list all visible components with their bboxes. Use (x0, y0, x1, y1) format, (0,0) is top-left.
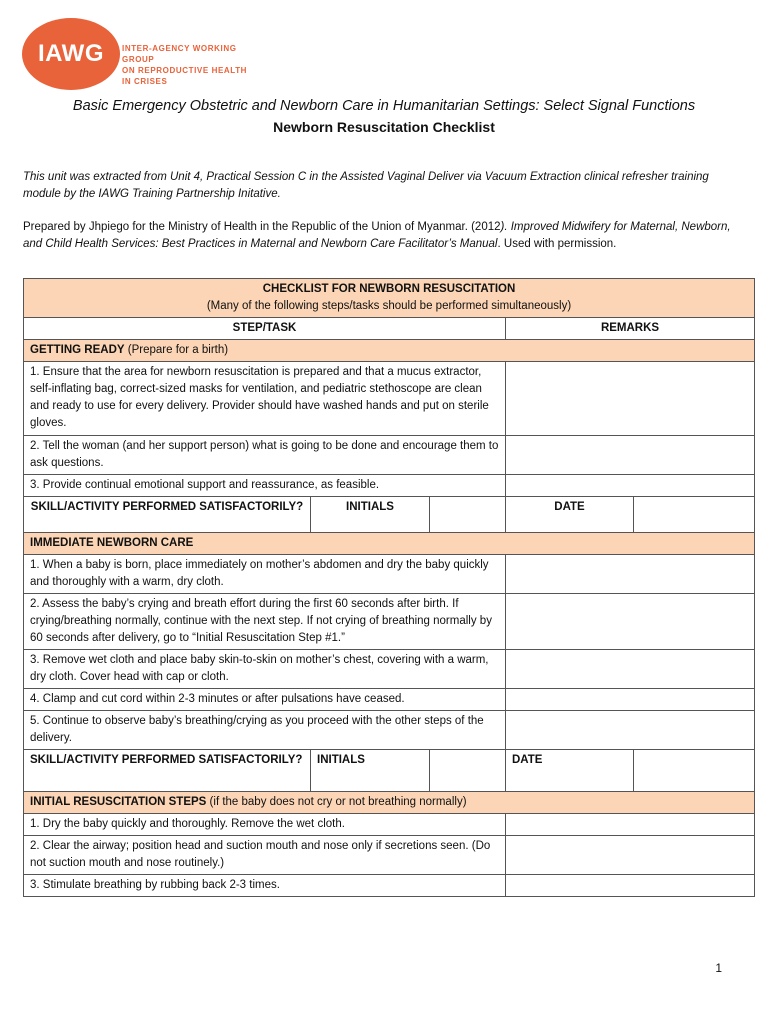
remarks-cell[interactable] (506, 475, 755, 497)
logo-line-1: INTER-AGENCY WORKING GROUP (122, 44, 237, 64)
date-input[interactable] (634, 497, 755, 533)
document-title: Newborn Resuscitation Checklist (273, 119, 495, 135)
intro-source-note: This unit was extracted from Unit 4, Practical Session C in the Assisted Vaginal Deliver via Vacuum Extraction clinical refresher training module by the IAWG Training Partnership Initative. (23, 171, 709, 200)
date-label: DATE (506, 497, 634, 533)
checklist-header (24, 279, 755, 318)
date-input[interactable] (634, 750, 755, 792)
step-text: 3. Remove wet cloth and place baby skin-to-skin on mother’s chest, covering with a warm, dry cloth. Cover head with cap or cloth. (24, 650, 506, 689)
step-text: 2. Assess the baby’s crying and breath effort during the first 60 seconds after birth. If crying/breathing normally, continue with the next step. If not crying of breathing normally by 60 seconds after delivery, go to “Initial Resuscitation Step #1.” (24, 594, 506, 650)
table-row (24, 836, 755, 875)
col-header-remarks: REMARKS (506, 318, 755, 340)
remarks-cell[interactable] (506, 711, 755, 750)
checklist-header-title: CHECKLIST FOR NEWBORN RESUSCITATION (262, 283, 516, 295)
section-title: GETTING READY (30, 344, 125, 356)
intro-citation (23, 219, 743, 253)
page-number: 1 (715, 961, 722, 975)
table-row (24, 362, 755, 436)
col-header-step: STEP/TASK (24, 318, 506, 340)
remarks-cell[interactable] (506, 814, 755, 836)
step-text: 2. Clear the airway; position head and suction mouth and nose only if secretions seen. (Do not suction mouth and nose routinely.) (24, 836, 506, 875)
remarks-cell[interactable] (506, 689, 755, 711)
remarks-cell[interactable] (506, 836, 755, 875)
remarks-cell[interactable] (506, 362, 755, 436)
section-header (24, 340, 755, 362)
remarks-cell[interactable] (506, 875, 755, 897)
remarks-cell[interactable] (506, 650, 755, 689)
citation-part-a: Prepared by Jhpiego for the Ministry of Health in the Republic of the Union of Myanmar. (2012 (23, 221, 501, 233)
section-title: IMMEDIATE NEWBORN CARE (30, 537, 194, 549)
checklist-table (23, 278, 755, 897)
iawg-logo (22, 18, 252, 90)
step-text: 1. When a baby is born, place immediately on mother’s abdomen and dry the baby quickly and thoroughly with a warm, dry cloth. (24, 555, 506, 594)
logo-line-2: ON REPRODUCTIVE HEALTH IN CRISES (122, 66, 248, 86)
remarks-cell[interactable] (506, 594, 755, 650)
remarks-cell[interactable] (506, 436, 755, 475)
step-text: 3. Stimulate breathing by rubbing back 2-3 times. (24, 875, 506, 897)
step-text: 4. Clamp and cut cord within 2-3 minutes or after pulsations have ceased. (24, 689, 506, 711)
table-row (24, 711, 755, 750)
checklist-header-note: (Many of the following steps/tasks should be performed simultaneously) (206, 300, 572, 312)
table-row (24, 594, 755, 650)
table-row (24, 814, 755, 836)
section-header (24, 792, 755, 814)
table-row (24, 555, 755, 594)
initials-input[interactable] (430, 497, 506, 533)
date-label: DATE (506, 750, 634, 792)
logo-abbr: IAWG (38, 40, 104, 67)
document-subtitle: Basic Emergency Obstetric and Newborn Care in Humanitarian Settings: Select Signal Functions (72, 98, 696, 114)
citation-part-c: . Used with permission. (497, 238, 617, 250)
table-row (24, 875, 755, 897)
skill-question: SKILL/ACTIVITY PERFORMED SATISFACTORILY? (24, 497, 311, 533)
initials-label: INITIALS (311, 497, 430, 533)
step-text: 2. Tell the woman (and her support person) what is going to be done and encourage them to ask questions. (24, 436, 506, 475)
section-header (24, 533, 755, 555)
logo-text (122, 43, 252, 87)
initials-label: INITIALS (311, 750, 430, 792)
table-row (24, 689, 755, 711)
table-row (24, 436, 755, 475)
section-note: (Prepare for a birth) (124, 344, 229, 356)
section-title: INITIAL RESUSCITATION STEPS (30, 796, 207, 808)
table-row (24, 475, 755, 497)
step-text: 1. Ensure that the area for newborn resuscitation is prepared and that a mucus extractor, self-inflating bag, correct-sized masks for ventilation, and pediatric stethoscope are clean and ready to use for every delivery. Provider should have washed hands and put on sterile gloves. (24, 362, 506, 436)
step-text: 1. Dry the baby quickly and thoroughly. Remove the wet cloth. (24, 814, 506, 836)
skill-question: SKILL/ACTIVITY PERFORMED SATISFACTORILY? (24, 750, 311, 792)
step-text: 3. Provide continual emotional support and reassurance, as feasible. (24, 475, 506, 497)
remarks-cell[interactable] (506, 555, 755, 594)
step-text: 5. Continue to observe baby’s breathing/crying as you proceed with the other steps of the delivery. (24, 711, 506, 750)
initials-input[interactable] (430, 750, 506, 792)
table-row (24, 650, 755, 689)
citation-part-b: ). Improved Midwifery for Maternal, Newborn, and Child Health Services: Best Practices in Maternal and Newborn Care Facilitator’s Manual (23, 221, 731, 250)
section-note: (if the baby does not cry or not breathing normally) (206, 796, 467, 808)
